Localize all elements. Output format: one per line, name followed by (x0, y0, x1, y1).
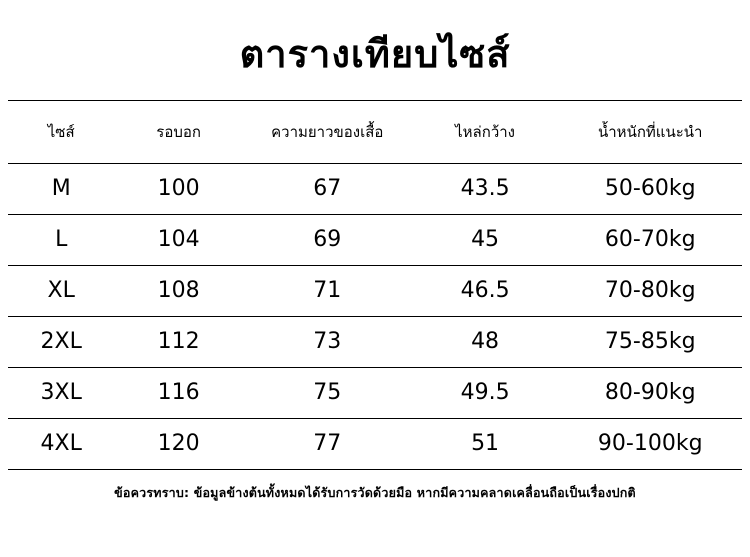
cell-shoulder: 51 (412, 418, 559, 469)
cell-weight: 50-60kg (558, 163, 742, 214)
size-table-container (0, 100, 750, 470)
cell-length: 73 (243, 316, 412, 367)
page-title: ตารางเทียบไซส์ (239, 32, 511, 76)
cell-weight: 60-70kg (558, 214, 742, 265)
cell-chest: 116 (114, 367, 242, 418)
cell-chest: 104 (114, 214, 242, 265)
cell-weight: 80-90kg (558, 367, 742, 418)
table-row (8, 367, 742, 418)
cell-shoulder: 45 (412, 214, 559, 265)
table-row (8, 418, 742, 469)
cell-chest: 108 (114, 265, 242, 316)
cell-shoulder: 46.5 (412, 265, 559, 316)
column-header-weight: น้ำหนักที่แนะนำ (558, 100, 742, 163)
cell-chest: 120 (114, 418, 242, 469)
cell-size: 2XL (8, 316, 114, 367)
cell-weight: 75-85kg (558, 316, 742, 367)
cell-length: 69 (243, 214, 412, 265)
cell-weight: 90-100kg (558, 418, 742, 469)
cell-size: 3XL (8, 367, 114, 418)
column-header-shoulder: ไหล่กว้าง (412, 100, 559, 163)
table-row (8, 265, 742, 316)
cell-shoulder: 43.5 (412, 163, 559, 214)
cell-size: XL (8, 265, 114, 316)
cell-shoulder: 49.5 (412, 367, 559, 418)
table-header-row (8, 100, 742, 163)
cell-weight: 70-80kg (558, 265, 742, 316)
cell-length: 75 (243, 367, 412, 418)
cell-length: 67 (243, 163, 412, 214)
cell-chest: 100 (114, 163, 242, 214)
table-row (8, 316, 742, 367)
table-row (8, 163, 742, 214)
cell-length: 71 (243, 265, 412, 316)
column-header-chest: รอบอก (114, 100, 242, 163)
cell-size: 4XL (8, 418, 114, 469)
size-table (8, 100, 742, 470)
cell-length: 77 (243, 418, 412, 469)
footnote-text: ข้อควรทราบ: ข้อมูลข้างต้นทั้งหมดได้รับการวัดด้วยมือ หากมีความคลาดเคลื่อนถือเป็นเรื่องปกติ (114, 484, 636, 500)
cell-chest: 112 (114, 316, 242, 367)
table-row (8, 214, 742, 265)
cell-size: M (8, 163, 114, 214)
cell-size: L (8, 214, 114, 265)
cell-shoulder: 48 (412, 316, 559, 367)
column-header-length: ความยาวของเสื้อ (243, 100, 412, 163)
column-header-size: ไซส์ (8, 100, 114, 163)
